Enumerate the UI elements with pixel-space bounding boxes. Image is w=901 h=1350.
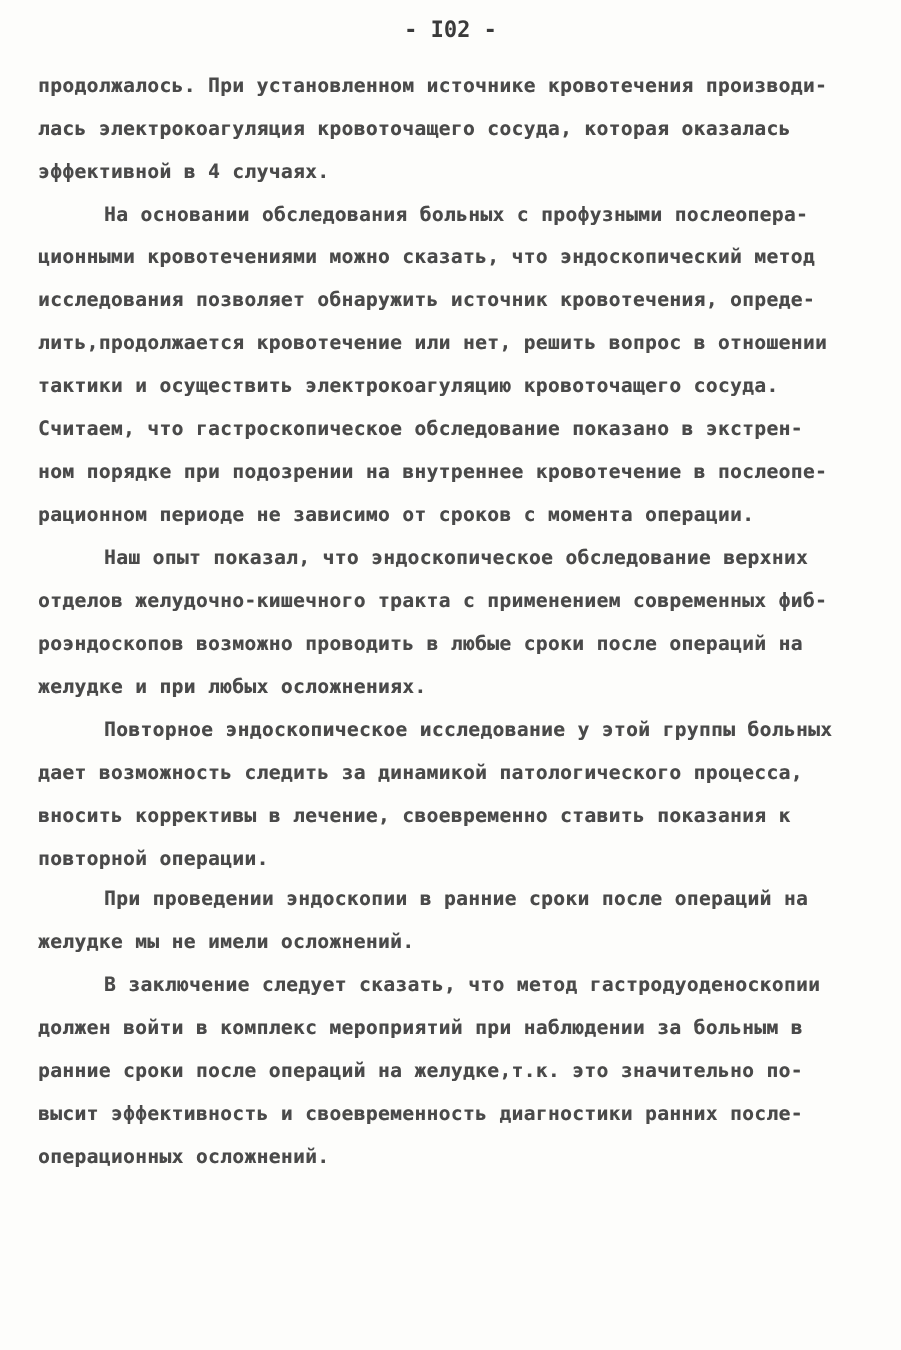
- text-line: должен войти в комплекс мероприятий при наблюдении за больным в: [38, 1016, 803, 1039]
- paragraph-first-line: Повторное эндоскопическое исследование у этой группы больных: [104, 718, 833, 741]
- text-line: тактики и осуществить электрокоагуляцию кровоточащего сосуда.: [38, 374, 779, 397]
- text-line: Считаем, что гастроскопическое обследование показано в экстрен-: [38, 417, 803, 440]
- text-line: продолжалось. При установленном источнике кровотечения производи-: [38, 74, 828, 97]
- text-line: эффективной в 4 случаях.: [38, 160, 330, 183]
- paragraph-first-line: В заключение следует сказать, что метод гастродуоденоскопии: [104, 973, 821, 996]
- text-line: лась электрокоагуляция кровоточащего сосуда, которая оказалась: [38, 117, 791, 140]
- text-line: отделов желудочно-кишечного тракта с применением современных фиб-: [38, 589, 828, 612]
- text-line: операционных осложнений.: [38, 1145, 330, 1168]
- text-line: исследования позволяет обнаружить источник кровотечения, опреде-: [38, 288, 815, 311]
- paragraph-first-line: На основании обследования больных с профузными послеопера-: [104, 203, 809, 226]
- text-line: высит эффективность и своевременность диагностики ранних после-: [38, 1102, 803, 1125]
- text-line: роэндоскопов возможно проводить в любые сроки после операций на: [38, 632, 803, 655]
- text-line: повторной операции.: [38, 847, 269, 870]
- text-line: желудке и при любых осложнениях.: [38, 675, 427, 698]
- page-number: - I02 -: [404, 18, 497, 43]
- text-line: желудке мы не имели осложнений.: [38, 930, 415, 953]
- text-line: лить,продолжается кровотечение или нет, решить вопрос в отношении: [38, 331, 828, 354]
- text-line: ном порядке при подозрении на внутреннее кровотечение в послеопе-: [38, 460, 828, 483]
- text-line: ционными кровотечениями можно сказать, что эндоскопический метод: [38, 245, 815, 268]
- text-line: ранние сроки после операций на желудке,т.к. это значительно по-: [38, 1059, 803, 1082]
- text-line: вносить коррективы в лечение, своевременно ставить показания к: [38, 804, 791, 827]
- text-line: дает возможность следить за динамикой патологического процесса,: [38, 761, 803, 784]
- text-line: рационном периоде не зависимо от сроков с момента операции.: [38, 503, 755, 526]
- paragraph-first-line: Наш опыт показал, что эндоскопическое обследование верхних: [104, 546, 809, 569]
- paragraph-first-line: При проведении эндоскопии в ранние сроки после операций на: [104, 887, 809, 910]
